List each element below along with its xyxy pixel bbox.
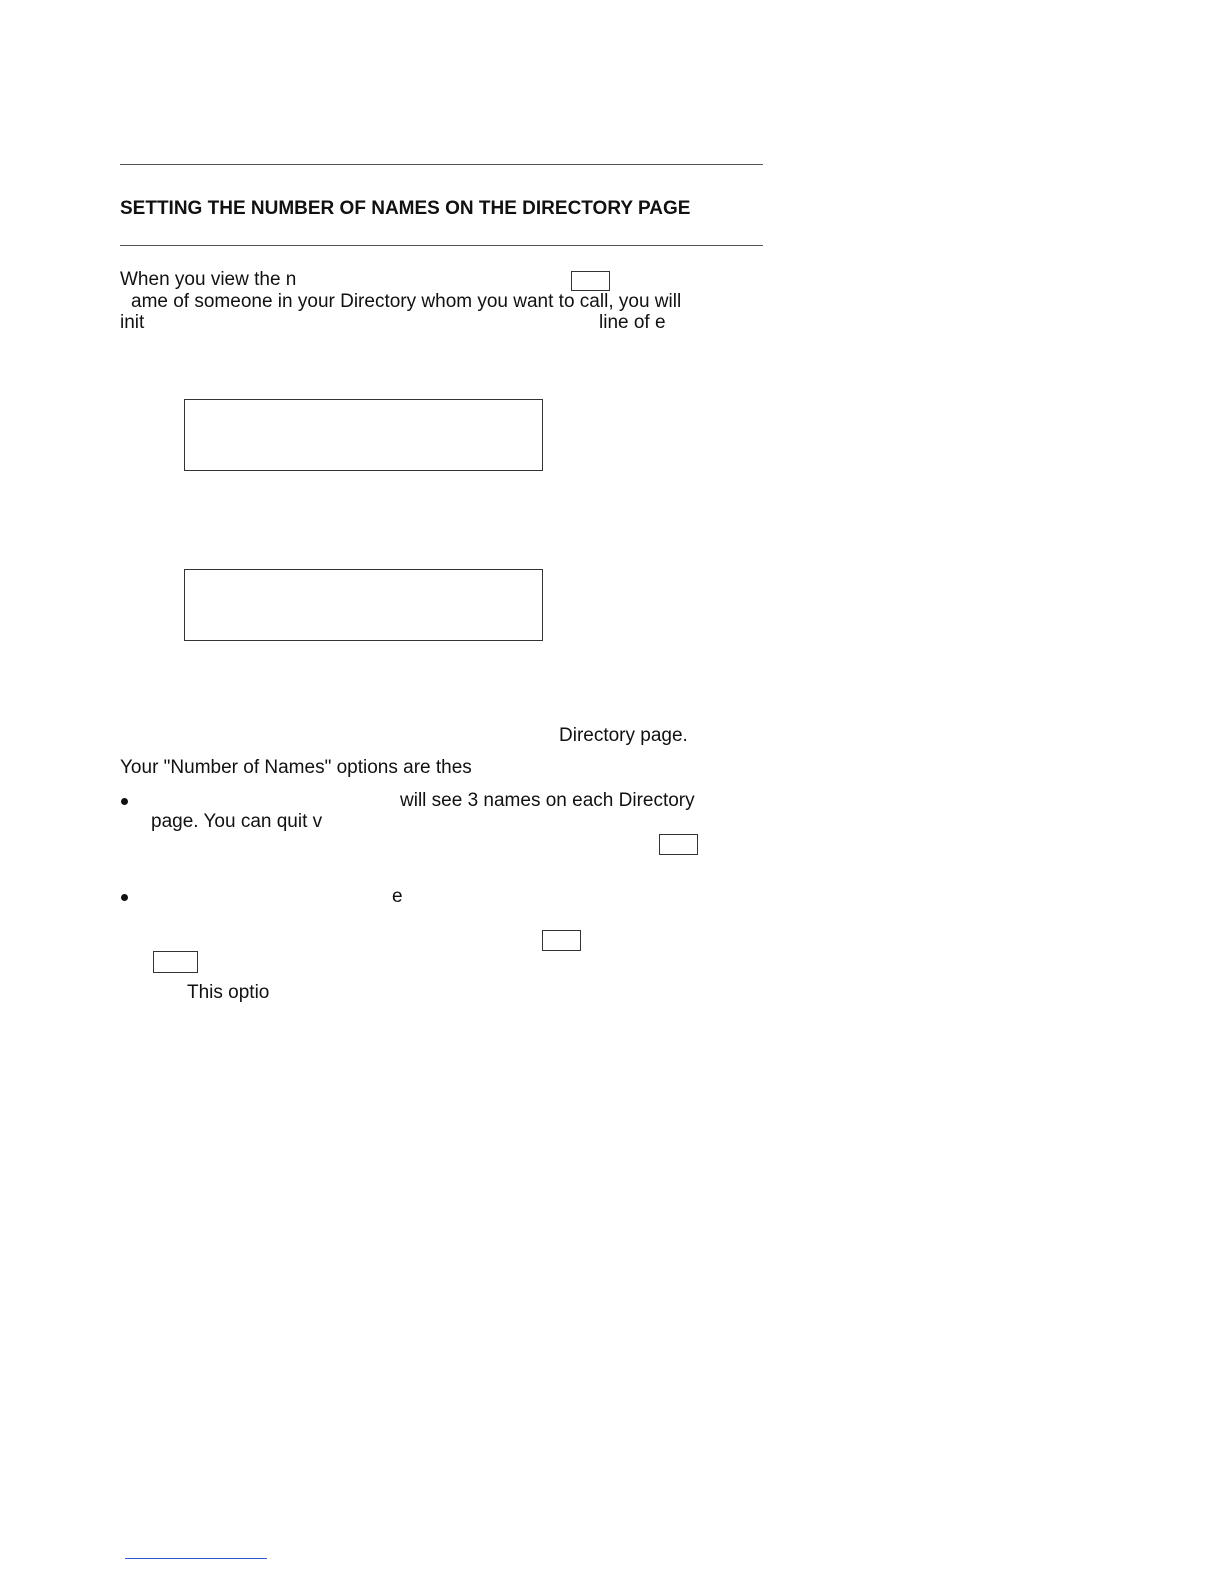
- option-2-line-2: This optio: [187, 982, 270, 1003]
- top-rule: [120, 164, 763, 165]
- key-box-option-1: [659, 834, 698, 855]
- option-1-line-2: page. You can quit v: [151, 811, 323, 832]
- key-box-option-2b: [153, 951, 198, 973]
- directory-screen-example-2: [184, 569, 543, 641]
- intro-line-2: ame of someone in your Directory whom you want to call, you will: [131, 291, 682, 312]
- footer-link-underline: [125, 1558, 267, 1559]
- intro-line-3-right: line of e: [599, 312, 666, 333]
- option-2-line-1: e: [392, 886, 403, 907]
- intro-line-3-left: init: [120, 312, 145, 333]
- key-box-intro: [571, 271, 610, 291]
- title-rule: [120, 245, 763, 246]
- bullet-2: [121, 894, 128, 901]
- intro-line-1: When you view the n: [120, 269, 297, 290]
- section-title: SETTING THE NUMBER OF NAMES ON THE DIRECTORY PAGE: [120, 198, 691, 219]
- options-lead: Your "Number of Names" options are thes: [120, 757, 472, 778]
- bullet-1: [121, 798, 128, 805]
- option-1-line-1: will see 3 names on each Directory: [400, 790, 695, 811]
- key-box-option-2a: [542, 930, 581, 951]
- directory-screen-example-1: [184, 399, 543, 471]
- directory-page-text: Directory page.: [559, 725, 688, 746]
